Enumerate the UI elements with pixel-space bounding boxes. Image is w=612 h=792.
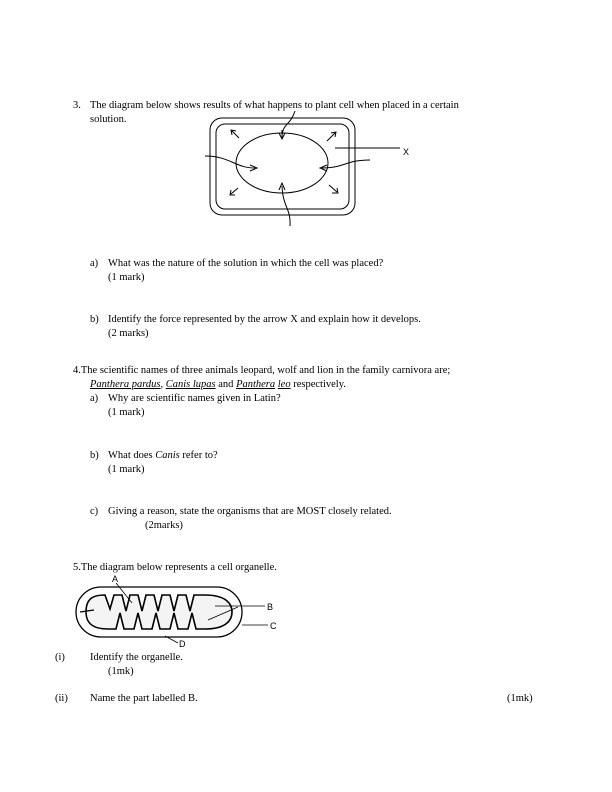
name-lion-species: leo: [277, 379, 291, 390]
q4b-post: refer to?: [179, 450, 218, 461]
q3a-marks: (1 mark): [108, 272, 145, 283]
q3b-label: b): [90, 314, 99, 325]
q5ii-marks: (1mk): [507, 693, 533, 704]
q5i-text: Identify the organelle.: [90, 652, 183, 663]
label-a: A: [112, 574, 119, 584]
q4a-text: Why are scientific names given in Latin?: [108, 393, 281, 404]
q5ii-label: (ii): [55, 693, 68, 704]
q3b-marks: (2 marks): [108, 328, 149, 339]
q4b-label: b): [90, 450, 99, 461]
q3a-text: What was the nature of the solution in which the cell was placed?: [108, 258, 384, 269]
label-c: C: [270, 621, 277, 631]
q3-text-line2: solution.: [90, 114, 127, 125]
label-x: X: [403, 147, 410, 157]
q4b-text: [108, 450, 218, 462]
q3-number: 3.: [73, 100, 81, 111]
q5-text: 5.The diagram below represents a cell organelle.: [73, 562, 277, 573]
sep: ,: [160, 379, 166, 390]
q4c-marks: (2marks): [145, 520, 183, 531]
name-lion-genus: Panthera: [236, 379, 276, 390]
q4c-label: c): [90, 506, 99, 517]
q4a-marks: (1 mark): [108, 407, 145, 418]
q4a-label: a): [90, 393, 99, 404]
q4-scientific-names: [90, 379, 346, 391]
q5ii-text: Name the part labelled B.: [90, 693, 198, 704]
tail: respectively.: [290, 379, 346, 390]
name-wolf: Canis lupas: [165, 379, 216, 390]
plant-cell-diagram: [195, 108, 425, 230]
q4b-marks: (1 mark): [108, 464, 145, 475]
q4-text-line1: 4.The scientific names of three animals leopard, wolf and lion in the family carnivora are;: [73, 365, 451, 376]
q4c-text: Giving a reason, state the organisms that are MOST closely related.: [108, 506, 392, 517]
label-d: D: [179, 639, 186, 649]
q3b-text: Identify the force represented by the arrow X and explain how it develops.: [108, 314, 421, 325]
q3a-label: a): [90, 258, 99, 269]
q5i-marks: (1mk): [108, 666, 134, 677]
q4b-pre: What does: [108, 450, 156, 461]
label-b: B: [267, 602, 274, 612]
q5i-label: (i): [55, 652, 65, 663]
sep: and: [215, 379, 237, 390]
q4b-italic: Canis: [155, 450, 180, 461]
q3-text-line1: The diagram below shows results of what happens to plant cell when placed in a certain: [90, 100, 459, 111]
name-leopard: Panthera pardus: [90, 379, 161, 390]
